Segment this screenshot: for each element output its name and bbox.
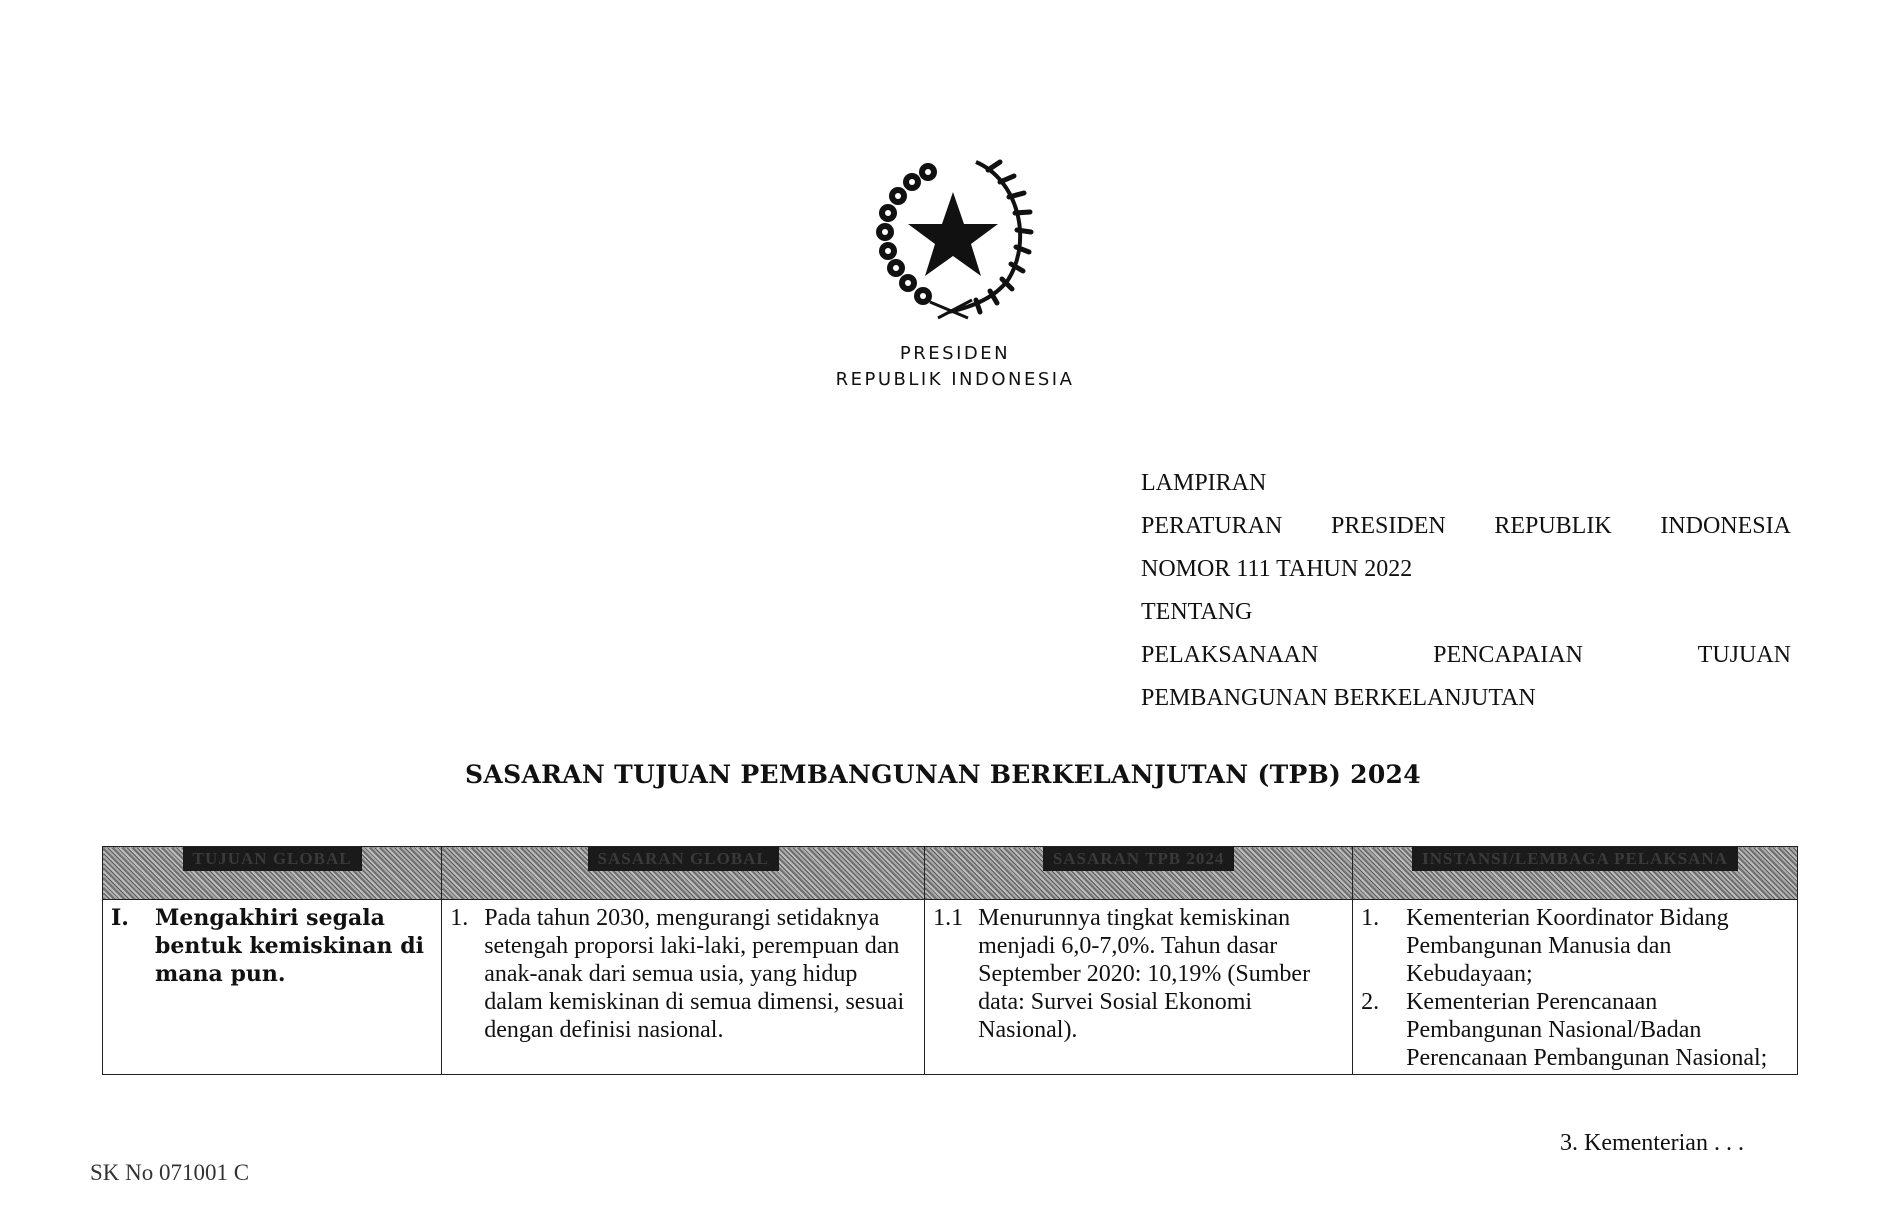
cell-agencies — [1353, 900, 1798, 1075]
cell-target — [442, 900, 925, 1075]
document-title: SASARAN TUJUAN PEMBANGUNAN BERKELANJUTAN (TPB) 2024 — [465, 760, 1421, 789]
lampiran-block — [1141, 470, 1791, 728]
cell-goal — [103, 900, 442, 1075]
tpb-number: 1.1 — [933, 905, 964, 931]
agency-number: 1. — [1361, 905, 1380, 931]
goal-text: Mengakhiri segala bentuk kemiskinan di mana pun. — [155, 905, 424, 987]
agency-number: 2. — [1361, 989, 1380, 1015]
lampiran-regulation — [1141, 513, 1791, 556]
agency-text: Kementerian Perencanaan Pembangunan Nasional/Badan Perencanaan Pembangunan Nasional; — [1406, 989, 1768, 1071]
target-number: 1. — [450, 905, 469, 931]
word: PENCAPAIAN — [1433, 642, 1583, 668]
tpb-text: Menurunnya tingkat kemiskinan menjadi 6,0-7,0%. Tahun dasar September 2020: 10,19% (Sumber data: Survei Sosial Ekonomi Nasional). — [978, 905, 1311, 1043]
lampiran-label: LAMPIRAN — [1141, 470, 1267, 496]
cell-tpb-target — [925, 900, 1353, 1075]
emblem-caption-presiden: PRESIDEN — [899, 343, 1011, 364]
lampiran-tentang: TENTANG — [1141, 599, 1253, 625]
header-sasaran-tpb: SASARAN TPB 2024 — [925, 847, 1353, 900]
word: PELAKSANAAN — [1141, 642, 1319, 668]
word: INDONESIA — [1660, 513, 1791, 539]
agency-item — [1361, 988, 1789, 1072]
word: REPUBLIK — [1494, 513, 1612, 539]
agency-text: Kementerian Koordinator Bidang Pembangunan Manusia dan Kebudayaan; — [1406, 905, 1729, 987]
goal-number: I. — [111, 905, 129, 931]
agency-item — [1361, 904, 1789, 988]
header-instansi: INSTANSI/LEMBAGA PELAKSANA — [1353, 847, 1798, 900]
word: PRESIDEN — [1331, 513, 1446, 539]
target-text: Pada tahun 2030, mengurangi setidaknya setengah proporsi laki-laki, perempuan dan anak-anak dari semua usia, yang hidup dalam kemiskinan di semua dimensi, sesuai dengan definisi nasional. — [484, 905, 905, 1043]
table-header-row — [103, 847, 1798, 900]
word: PERATURAN — [1141, 513, 1283, 539]
presidential-seal-icon — [868, 150, 1038, 320]
header-sasaran-global: SASARAN GLOBAL — [442, 847, 925, 900]
lampiran-subject-line2: PEMBANGUNAN BERKELANJUTAN — [1141, 685, 1536, 711]
header-tujuan-global: TUJUAN GLOBAL — [103, 847, 442, 900]
lampiran-number: NOMOR 111 TAHUN 2022 — [1141, 556, 1413, 582]
emblem-caption-republik: REPUBLIK INDONESIA — [835, 369, 1075, 390]
lampiran-subject-line1 — [1141, 642, 1791, 685]
continuation-note: 3. Kementerian . . . — [1560, 1130, 1744, 1156]
tpb-table — [102, 846, 1798, 1075]
document-code: SK No 071001 C — [90, 1160, 250, 1185]
table-row — [103, 900, 1798, 1075]
word: TUJUAN — [1697, 642, 1791, 668]
